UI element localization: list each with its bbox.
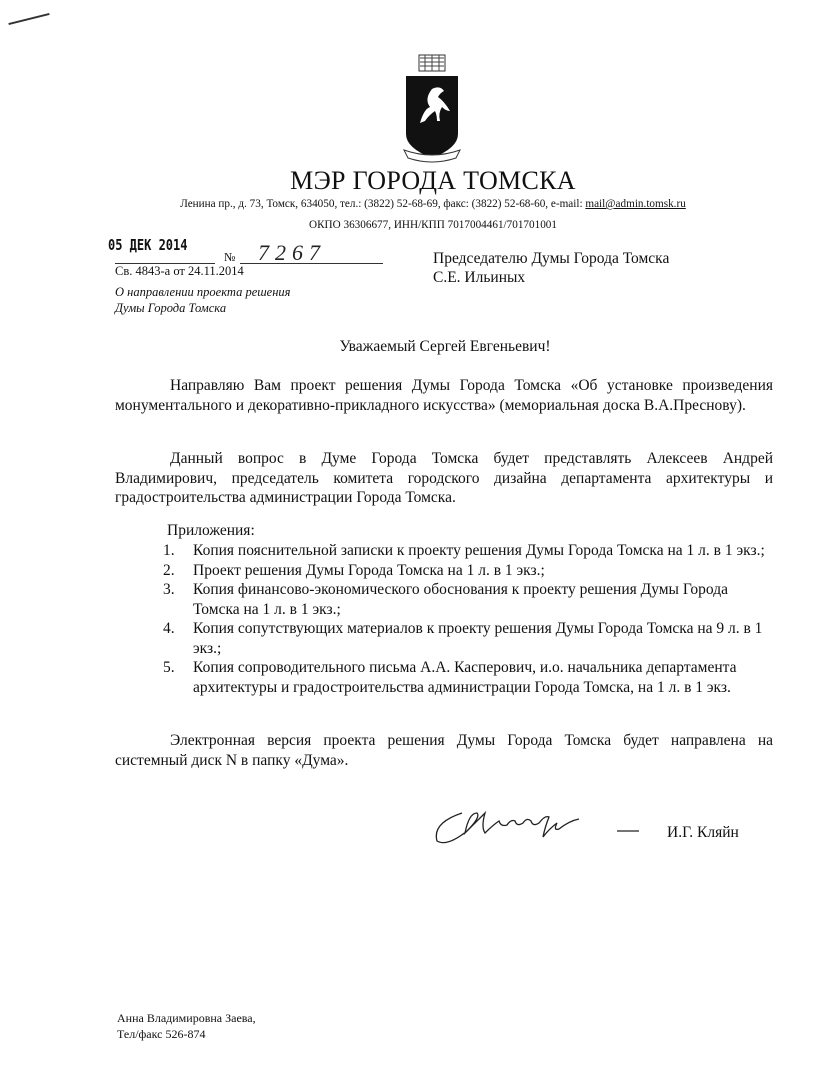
- coat-of-arms-emblem: [398, 38, 466, 168]
- list-item: [163, 658, 775, 697]
- recipient-line-2: С.Е. Ильиных: [433, 269, 526, 286]
- recipient-line-1: Председателю Думы Города Томска: [433, 250, 670, 267]
- item-text: Копия сопроводительного письма А.А. Касперович, и.о. начальника департамента архитектуры и градостроительства администрации Города Томска, на 1 л. в 1 экз.: [193, 659, 737, 696]
- item-number: 5.: [163, 659, 175, 676]
- letterhead-address: [0, 198, 830, 210]
- item-text: Копия пояснительной записки к проекту решения Думы Города Томска на 1 л. в 1 экз.;: [193, 542, 765, 559]
- attachments-list: [163, 541, 775, 697]
- number-underline: [240, 263, 383, 264]
- signature: [432, 805, 642, 850]
- letterhead-title: МЭР ГОРОДА ТОМСКА: [290, 166, 576, 195]
- reference-line: Св. 4843-а от 24.11.2014: [115, 264, 244, 278]
- salutation: Уважаемый Сергей Евгеньевич!: [339, 338, 551, 355]
- item-number: 1.: [163, 542, 175, 559]
- item-number: 3.: [163, 581, 175, 598]
- item-text: Копия сопутствующих материалов к проекту решения Думы Города Томска на 9 л. в 1 экз.;: [193, 620, 763, 657]
- date-stamp: 05 ДЕК 2014: [108, 236, 188, 254]
- subject-line-2: Думы Города Томска: [115, 301, 227, 315]
- executor-phone: Тел/факс 526-874: [117, 1027, 206, 1041]
- executor-name: Анна Владимировна Заева,: [117, 1011, 256, 1025]
- list-item: [163, 619, 775, 658]
- email-link[interactable]: mail@admin.tomsk.ru: [585, 198, 686, 210]
- item-number: 4.: [163, 620, 175, 637]
- item-text: Проект решения Думы Города Томска на 1 л. в 1 экз.;: [193, 561, 545, 579]
- list-item: [163, 561, 775, 581]
- number-label: №: [224, 250, 236, 264]
- letterhead-codes: ОКПО 36306677, ИНН/КПП 7017004461/701701001: [309, 219, 557, 231]
- list-item: [163, 580, 775, 619]
- paragraph-2: Данный вопрос в Думе Города Томска будет представлять Алексеев Андрей Владимирович, председатель комитета городского дизайна департамента архитектуры и градостроительства администрации Города Томска.: [115, 450, 773, 506]
- item-number: 2.: [163, 561, 175, 579]
- attachments-heading: Приложения:: [167, 522, 255, 539]
- paragraph-1: Направляю Вам проект решения Думы Города Томска «Об установке произведения монументального и декоративно-прикладного искусства» (мемориальная доска В.А.Преснову).: [115, 377, 773, 414]
- handwritten-number: 7267: [258, 240, 326, 265]
- closing-paragraph: Электронная версия проекта решения Думы Города Томска будет направлена на системный диск N в папку «Дума».: [115, 732, 773, 769]
- item-text: Копия финансово-экономического обоснования к проекту решения Думы Города Томска на 1 л. в 1 экз.;: [193, 581, 728, 618]
- address-text: Ленина пр., д. 73, Томск, 634050, тел.: (3822) 52-68-69, факс: (3822) 52-68-60, e-mail:: [180, 198, 586, 210]
- scan-mark: [8, 13, 49, 25]
- signatory-name: И.Г. Кляйн: [667, 824, 739, 841]
- list-item: [163, 541, 775, 561]
- subject-line-1: О направлении проекта решения: [115, 285, 291, 299]
